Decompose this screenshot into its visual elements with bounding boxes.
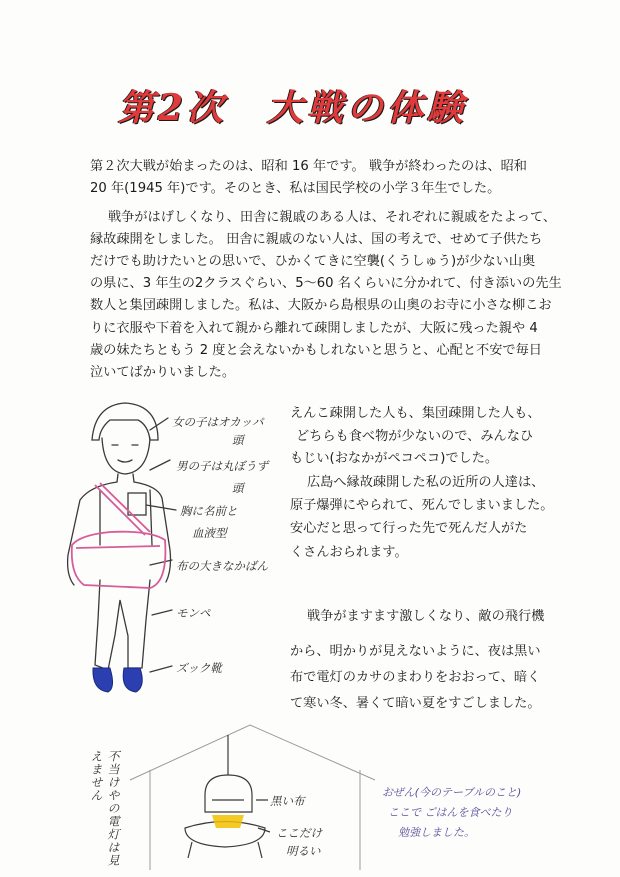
paragraph-4-line: 戦争がますます激しくなり、敵の飛行機	[307, 609, 545, 624]
label-chest-tag: 胸に名前と	[180, 504, 238, 518]
label-bright: 明るい	[286, 844, 321, 858]
paragraph-2-line: 縁故疎開をしました。 田舎に親戚のない人は、国の考えで、せめて子供たち	[90, 232, 543, 247]
paragraph-2-line: 歳の妹たちともう 2 度と会えないかもしれないと思うと、心配と不安で毎日	[90, 343, 542, 358]
label-only-here: ここだけ	[276, 826, 322, 840]
label-girl-hair-2: 頭	[232, 433, 244, 447]
paragraph-3-line: どちらも食べ物が少ないので、みんなひ	[296, 429, 534, 444]
paragraph-4-line: 布で電灯のカサのまわりをおおって、暗く	[290, 670, 541, 685]
paragraph-4-line: て寒い冬、暑くて暗い夏をすごしました。	[290, 696, 541, 711]
paragraph-2-line: の県に、3 年生の2クラスぐらい、5～60 名くらいに分かれて、付き添いの先生	[90, 276, 562, 291]
label-girl-hair: 女の子はオカッパ	[172, 415, 264, 429]
label-boy-hair-2: 頭	[232, 481, 244, 495]
paragraph-4-line: から、明かりが見えないように、夜は黒い	[290, 644, 541, 659]
note-ozen-line-3: 勉強しました。	[398, 826, 475, 839]
paragraph-3-line: 安心だと思って行った先で死んだ人がた	[290, 521, 528, 536]
label-blood-type: 血液型	[192, 526, 227, 540]
paragraph-2-line: 数人と集団疎開しました。私は、大阪から島根県の山奥のお寺に小さな柳こお	[90, 298, 552, 313]
paragraph-3-line: 原子爆弾にやられて、死んでしまいました。	[290, 498, 554, 513]
label-black-cloth: 黒い布	[270, 794, 305, 808]
paragraph-2-line: だけでも助けたいとの思いで、ひかくてきに空襲(くうしゅう)が少ない山奥	[90, 254, 536, 269]
label-lamp-not-visible: 不当けやの電灯は見えません	[89, 750, 120, 867]
paragraph-2-line: りに衣服や下着を入れて親から離れて疎開しましたが、大阪に残った親や 4	[90, 321, 538, 336]
paragraph-1-line-2: 20 年(1945 年)です。そのとき、私は国民学校の小学３年生でした。	[90, 181, 501, 196]
paragraph-3-line: 広島へ縁故疎開した私の近所の人達は、	[307, 475, 545, 490]
note-ozen-line-2: ここで ごはんを食べたり	[388, 806, 513, 819]
label-shoes: ズック靴	[176, 661, 222, 675]
label-cloth-bag: 布の大きなかばん	[176, 559, 268, 573]
paragraph-2-line: 泣いてばかりいました。	[90, 365, 236, 380]
paragraph-3-line: えんこ疎開した人も、集団疎開した人も、	[290, 406, 541, 421]
label-monpe: モンペ	[176, 606, 211, 620]
paragraph-3-line: もじい(おなかがペコペコ)でした。	[290, 451, 499, 466]
label-boy-hair: 男の子は丸ぼうず	[176, 459, 268, 473]
paragraph-1-line-1: 第２次大戦が始まったのは、昭和 16 年です。 戦争が終わったのは、昭和	[90, 159, 527, 174]
paragraph-3-line: くさんおられます。	[290, 545, 408, 560]
paragraph-2-line: 戦争がはげしくなり、田舎に親戚のある人は、それぞれに親戚をたよって、	[108, 210, 557, 225]
page-title: 第2次 大戦の体験	[118, 87, 468, 129]
note-ozen-line-1: おぜん(今のテーブルのこと)	[382, 786, 522, 799]
